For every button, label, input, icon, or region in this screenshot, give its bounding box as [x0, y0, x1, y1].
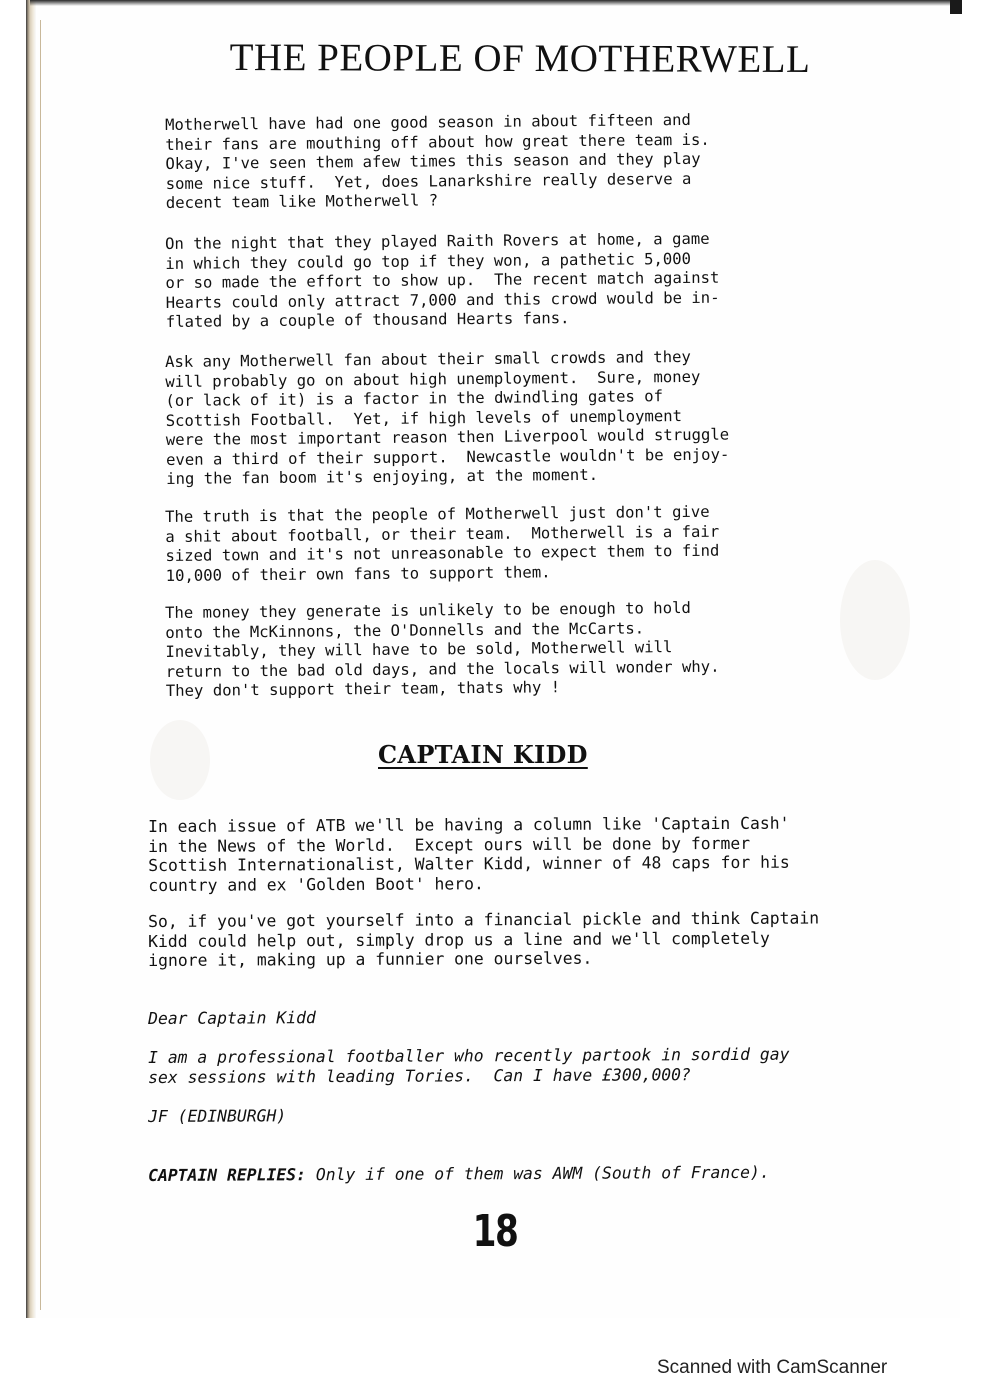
letter-body: I am a professional footballer who recently partook in sordid gay sex sessions with leading Tories. Can I have £300,000?	[148, 1044, 790, 1087]
binding-edge	[26, 0, 36, 1318]
captain-reply	[148, 1162, 928, 1186]
paper-stain	[150, 720, 210, 800]
letter-salutation: Dear Captain Kidd	[148, 1008, 316, 1028]
article-paragraph: The money they generate is unlikely to be enough to hold onto the McKinnons, the O'Donnells and the McCarts. Inevitably, they will have to be sold, Motherwell will return to the bad old days, and the locals will wonder why. They don't support their team, thats why !	[165, 598, 720, 700]
section-heading: CAPTAIN KIDD	[378, 740, 588, 769]
article-paragraph: The truth is that the people of Motherwell just don't give a shit about football, or their team. Motherwell is a fair sized town and it's not unreasonable to expect them to find 10,000 of their own fans to support them.	[165, 502, 720, 585]
scan-top-shadow	[30, 0, 960, 6]
letter-signature: JF (EDINBURGH)	[148, 1106, 287, 1126]
column-paragraph: So, if you've got yourself into a financial pickle and think Captain Kidd could help out, simply drop us a line and we'll completely ignore it, making up a funnier one ourselves.	[148, 908, 820, 970]
margin-rule	[40, 20, 41, 1310]
scanner-watermark: Scanned with CamScanner	[657, 1357, 888, 1378]
article-paragraph: On the night that they played Raith Rovers at home, a game in which they could go top if they won, a pathetic 5,000 or so made the effort to show up. The recent match against Hearts could only attract 7,000 and this crowd would be in- flated by a couple of thousand Hearts fans.	[165, 229, 720, 331]
article-paragraph: Ask any Motherwell fan about their small crowds and they will probably go on about high unemployment. Sure, money (or lack of it) is a factor in the dwindling gates of Scottish Football. Yet, if high levels of unemployment were the most important reason then Liverpool would struggle even a third of their support. Newcastle wouldn't be enjoy- ing the fan boom it's enjoying, at the moment.	[165, 347, 730, 488]
page-number: 18	[472, 1206, 518, 1257]
scan-corner-shadow	[950, 0, 962, 14]
article-paragraph: Motherwell have had one good season in about fifteen and their fans are mouthing off about how great there team is. Okay, I've seen them afew times this season and they play some nice stuff. Yet, does Lanarkshire really deserve a decent team like Motherwell ?	[165, 110, 710, 212]
column-paragraph: In each issue of ATB we'll be having a column like 'Captain Cash' in the News of the World. Except ours will be done by former Scottish Internationalist, Walter Kidd, winner of 48 caps for his country and ex 'Golden Boot' hero.	[148, 813, 790, 895]
page-title: THE PEOPLE OF MOTHERWELL	[229, 35, 811, 82]
reply-label: CAPTAIN REPLIES:	[148, 1165, 306, 1185]
reply-text: Only if one of them was AWM (South of France).	[305, 1162, 770, 1185]
